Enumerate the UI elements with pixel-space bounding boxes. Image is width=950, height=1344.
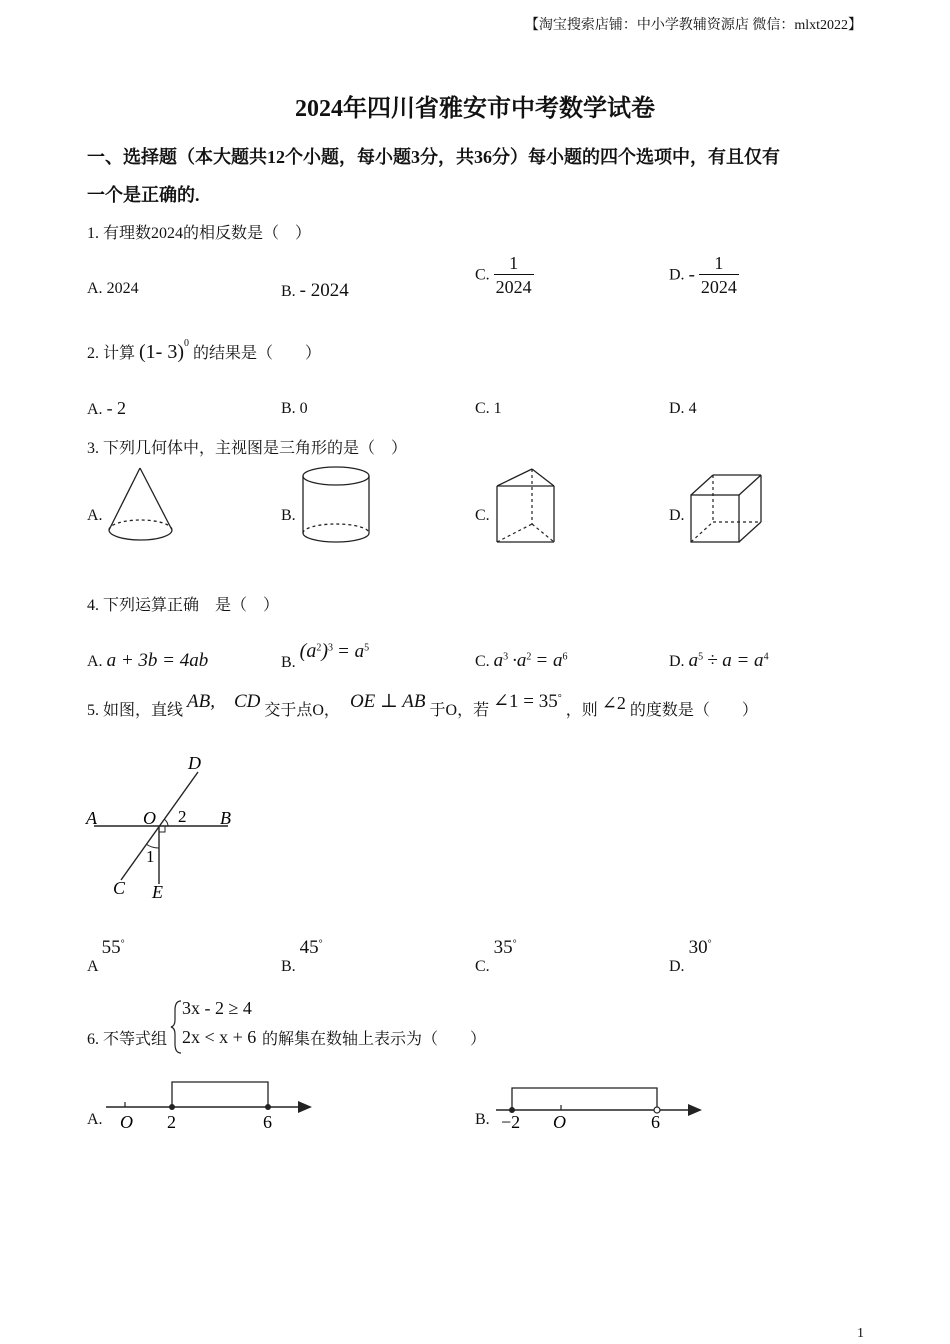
q5-option-b[interactable] [281, 937, 323, 975]
q5-c-label: C. [475, 958, 490, 975]
q4-option-d[interactable] [669, 650, 769, 672]
q5-d-deg: ° [707, 938, 712, 950]
q2-stem-post: 的结果是（ ） [193, 345, 322, 362]
q5-option-c[interactable] [475, 937, 517, 975]
label-c: C [113, 878, 126, 898]
q2-c-value: 1 [493, 400, 502, 417]
q2-d-value: 4 [688, 400, 697, 417]
q5-mid3: ，则 [565, 702, 598, 719]
q5-c-deg: ° [512, 938, 517, 950]
q1-option-c[interactable] [475, 252, 534, 299]
q4-option-a[interactable] [87, 650, 208, 672]
label-2: 2 [178, 807, 187, 826]
section-heading-line2: 一个是正确的. [87, 185, 200, 205]
angle-2-arc [164, 819, 168, 826]
q6-a-tick-6: 6 [263, 1112, 272, 1132]
q5-option-a[interactable] [87, 937, 125, 975]
q1-c-numerator: 1 [494, 252, 534, 275]
q4-c-rhs: = a [535, 650, 563, 671]
cone-figure [100, 462, 180, 548]
q1-d-label: D. [669, 266, 685, 284]
q2-option-b[interactable] [281, 400, 308, 418]
q4-c-a: a [493, 650, 504, 671]
q5-a-label: A [87, 958, 98, 975]
page-title: 2024年四川省雅安市中考数学试卷 [295, 96, 655, 122]
q6-a-number-line [100, 1076, 315, 1136]
q5-mid1: 交于点O， [264, 702, 340, 719]
label-e: E [152, 882, 163, 902]
q4-b-inner-exp: 2 [316, 642, 322, 654]
q2-exponent: 0 [184, 337, 189, 349]
q1-d-denominator: 2024 [700, 277, 737, 297]
q4-c-exp1: 3 [503, 651, 509, 663]
q5-b-value: 45 [299, 937, 319, 958]
label-d: D [188, 753, 201, 773]
question-2-stem [87, 337, 322, 364]
q6-b-number-line [494, 1080, 709, 1140]
q3-d-label: D. [669, 507, 685, 524]
question-3-stem: 3. 下列几何体中，主视图是三角形的是（ ） [87, 440, 408, 457]
q6-b-label: B. [475, 1111, 490, 1128]
q5-stem-post: 的度数是（ ） [629, 702, 758, 719]
q2-b-value: 0 [299, 400, 308, 417]
q6-a-label: A. [87, 1111, 103, 1128]
q5-b-deg: ° [318, 938, 323, 950]
q2-option-c[interactable] [475, 400, 502, 418]
q4-d-label: D. [669, 653, 685, 670]
q4-c-label: C. [475, 653, 490, 670]
q5-lines: AB, CD [187, 691, 261, 712]
q5-a-deg: ° [120, 938, 125, 950]
q6-b-tick-6: 6 [651, 1112, 660, 1132]
q4-b-base: (a [299, 640, 317, 662]
page-number: 1 [857, 1326, 864, 1341]
question-1-stem: 1. 有理数2024的相反数是（ ） [87, 225, 312, 242]
q1-a-label: A. [87, 280, 103, 297]
q5-stem-pre: 5. 如图，直线 [87, 702, 184, 719]
q4-d-exp2: 4 [763, 651, 769, 663]
q2-stem-pre: 2. 计算 [87, 345, 136, 362]
q2-expression: (1- 3) [139, 341, 184, 363]
q2-option-d[interactable] [669, 400, 697, 418]
q1-a-value: 2024 [106, 280, 139, 297]
cube-figure [686, 468, 766, 548]
q4-d-a: a [688, 650, 699, 671]
q4-b-rhs: = a [337, 641, 365, 662]
label-b: B [220, 808, 231, 828]
q1-b-value: - 2024 [299, 280, 349, 301]
q4-b-rhs-exp: 5 [364, 642, 370, 654]
q1-b-label: B. [281, 283, 296, 300]
q3-option-c[interactable] [475, 507, 490, 525]
cylinder-figure [296, 462, 376, 548]
q2-b-label: B. [281, 400, 296, 417]
q6-stem-post: 的解集在数轴上表示为（ ） [262, 1031, 487, 1048]
q4-b-label: B. [281, 654, 296, 671]
q4-b-close: ) [321, 640, 329, 662]
q1-d-sign: - [688, 264, 695, 286]
section-heading-line1: 一、选择题（本大题共12个小题，每小题3分，共36分）每小题的四个选项中，有且仅有 [87, 147, 780, 167]
q1-option-d[interactable] [669, 252, 739, 299]
header-note: 【淘宝搜索店铺：中小学教辅资源店 微信：mlxt2022】 [524, 18, 862, 33]
q5-option-d[interactable] [669, 937, 712, 975]
q4-c-exp3: 6 [562, 651, 568, 663]
label-o: O [143, 808, 156, 828]
q1-c-label: C. [475, 266, 490, 284]
question-4-stem: 4. 下列运算正确 是（ ） [87, 597, 280, 614]
q5-b-label: B. [281, 958, 296, 975]
q3-b-label: B. [281, 507, 296, 524]
q5-mid2: 于O，若 [429, 702, 490, 719]
q6-inequality-1: 3x - 2 ≥ 4 [182, 998, 252, 1018]
q4-d-exp1: 5 [698, 651, 704, 663]
q5-angle-cond: ∠1 = 35 [493, 691, 558, 712]
q4-d-div: ÷ a = a [707, 650, 764, 671]
q6-option-b[interactable] [475, 1111, 490, 1129]
q4-c-exp2: 2 [526, 651, 532, 663]
q5-a-value: 55 [101, 937, 121, 958]
q3-option-b[interactable] [281, 507, 296, 525]
q6-a-tick-o: O [120, 1112, 133, 1132]
q5-deg: ° [557, 692, 562, 704]
q5-d-value: 30 [688, 937, 708, 958]
q2-a-value: - 2 [106, 398, 127, 418]
q6-a-tick-2: 2 [167, 1112, 176, 1132]
q2-d-label: D. [669, 400, 685, 417]
q6-b-tick-neg2: −2 [501, 1112, 521, 1132]
q1-d-numerator: 1 [699, 252, 739, 275]
q5-d-label: D. [669, 958, 685, 975]
q3-a-label: A. [87, 507, 103, 524]
q2-c-label: C. [475, 400, 490, 417]
q4-b-outer-exp: 3 [328, 642, 334, 654]
q1-d-fraction [699, 252, 739, 299]
question-5-stem [87, 691, 867, 721]
q4-option-b[interactable] [281, 640, 370, 671]
q6-b-tick-o: O [553, 1112, 566, 1132]
q1-c-denominator: 2024 [495, 277, 532, 297]
q2-option-a[interactable] [87, 398, 126, 419]
q4-a-expression: a + 3b = 4ab [106, 650, 209, 671]
label-a: A [86, 808, 97, 828]
q6-stem-pre: 6. 不等式组 [87, 1031, 168, 1048]
q5-lines-figure [84, 750, 244, 910]
q4-a-label: A. [87, 653, 103, 670]
label-1: 1 [146, 847, 155, 866]
q1-option-b[interactable] [281, 280, 349, 302]
q4-option-c[interactable] [475, 650, 568, 672]
right-angle-mark [159, 826, 165, 832]
triangular-prism-figure [490, 462, 560, 548]
q3-c-label: C. [475, 507, 490, 524]
q1-option-a[interactable] [87, 280, 139, 298]
q4-c-dot: ·a [512, 650, 527, 671]
q2-a-label: A. [87, 401, 103, 418]
q5-angle-ask: ∠2 [601, 693, 626, 713]
q3-option-d[interactable] [669, 507, 685, 525]
section-heading [87, 138, 857, 214]
q5-c-value: 35 [493, 937, 513, 958]
q1-c-fraction [494, 252, 534, 299]
q6-inequality-2: 2x < x + 6 [182, 1027, 257, 1047]
q5-perp: OE ⊥ AB [349, 691, 426, 712]
